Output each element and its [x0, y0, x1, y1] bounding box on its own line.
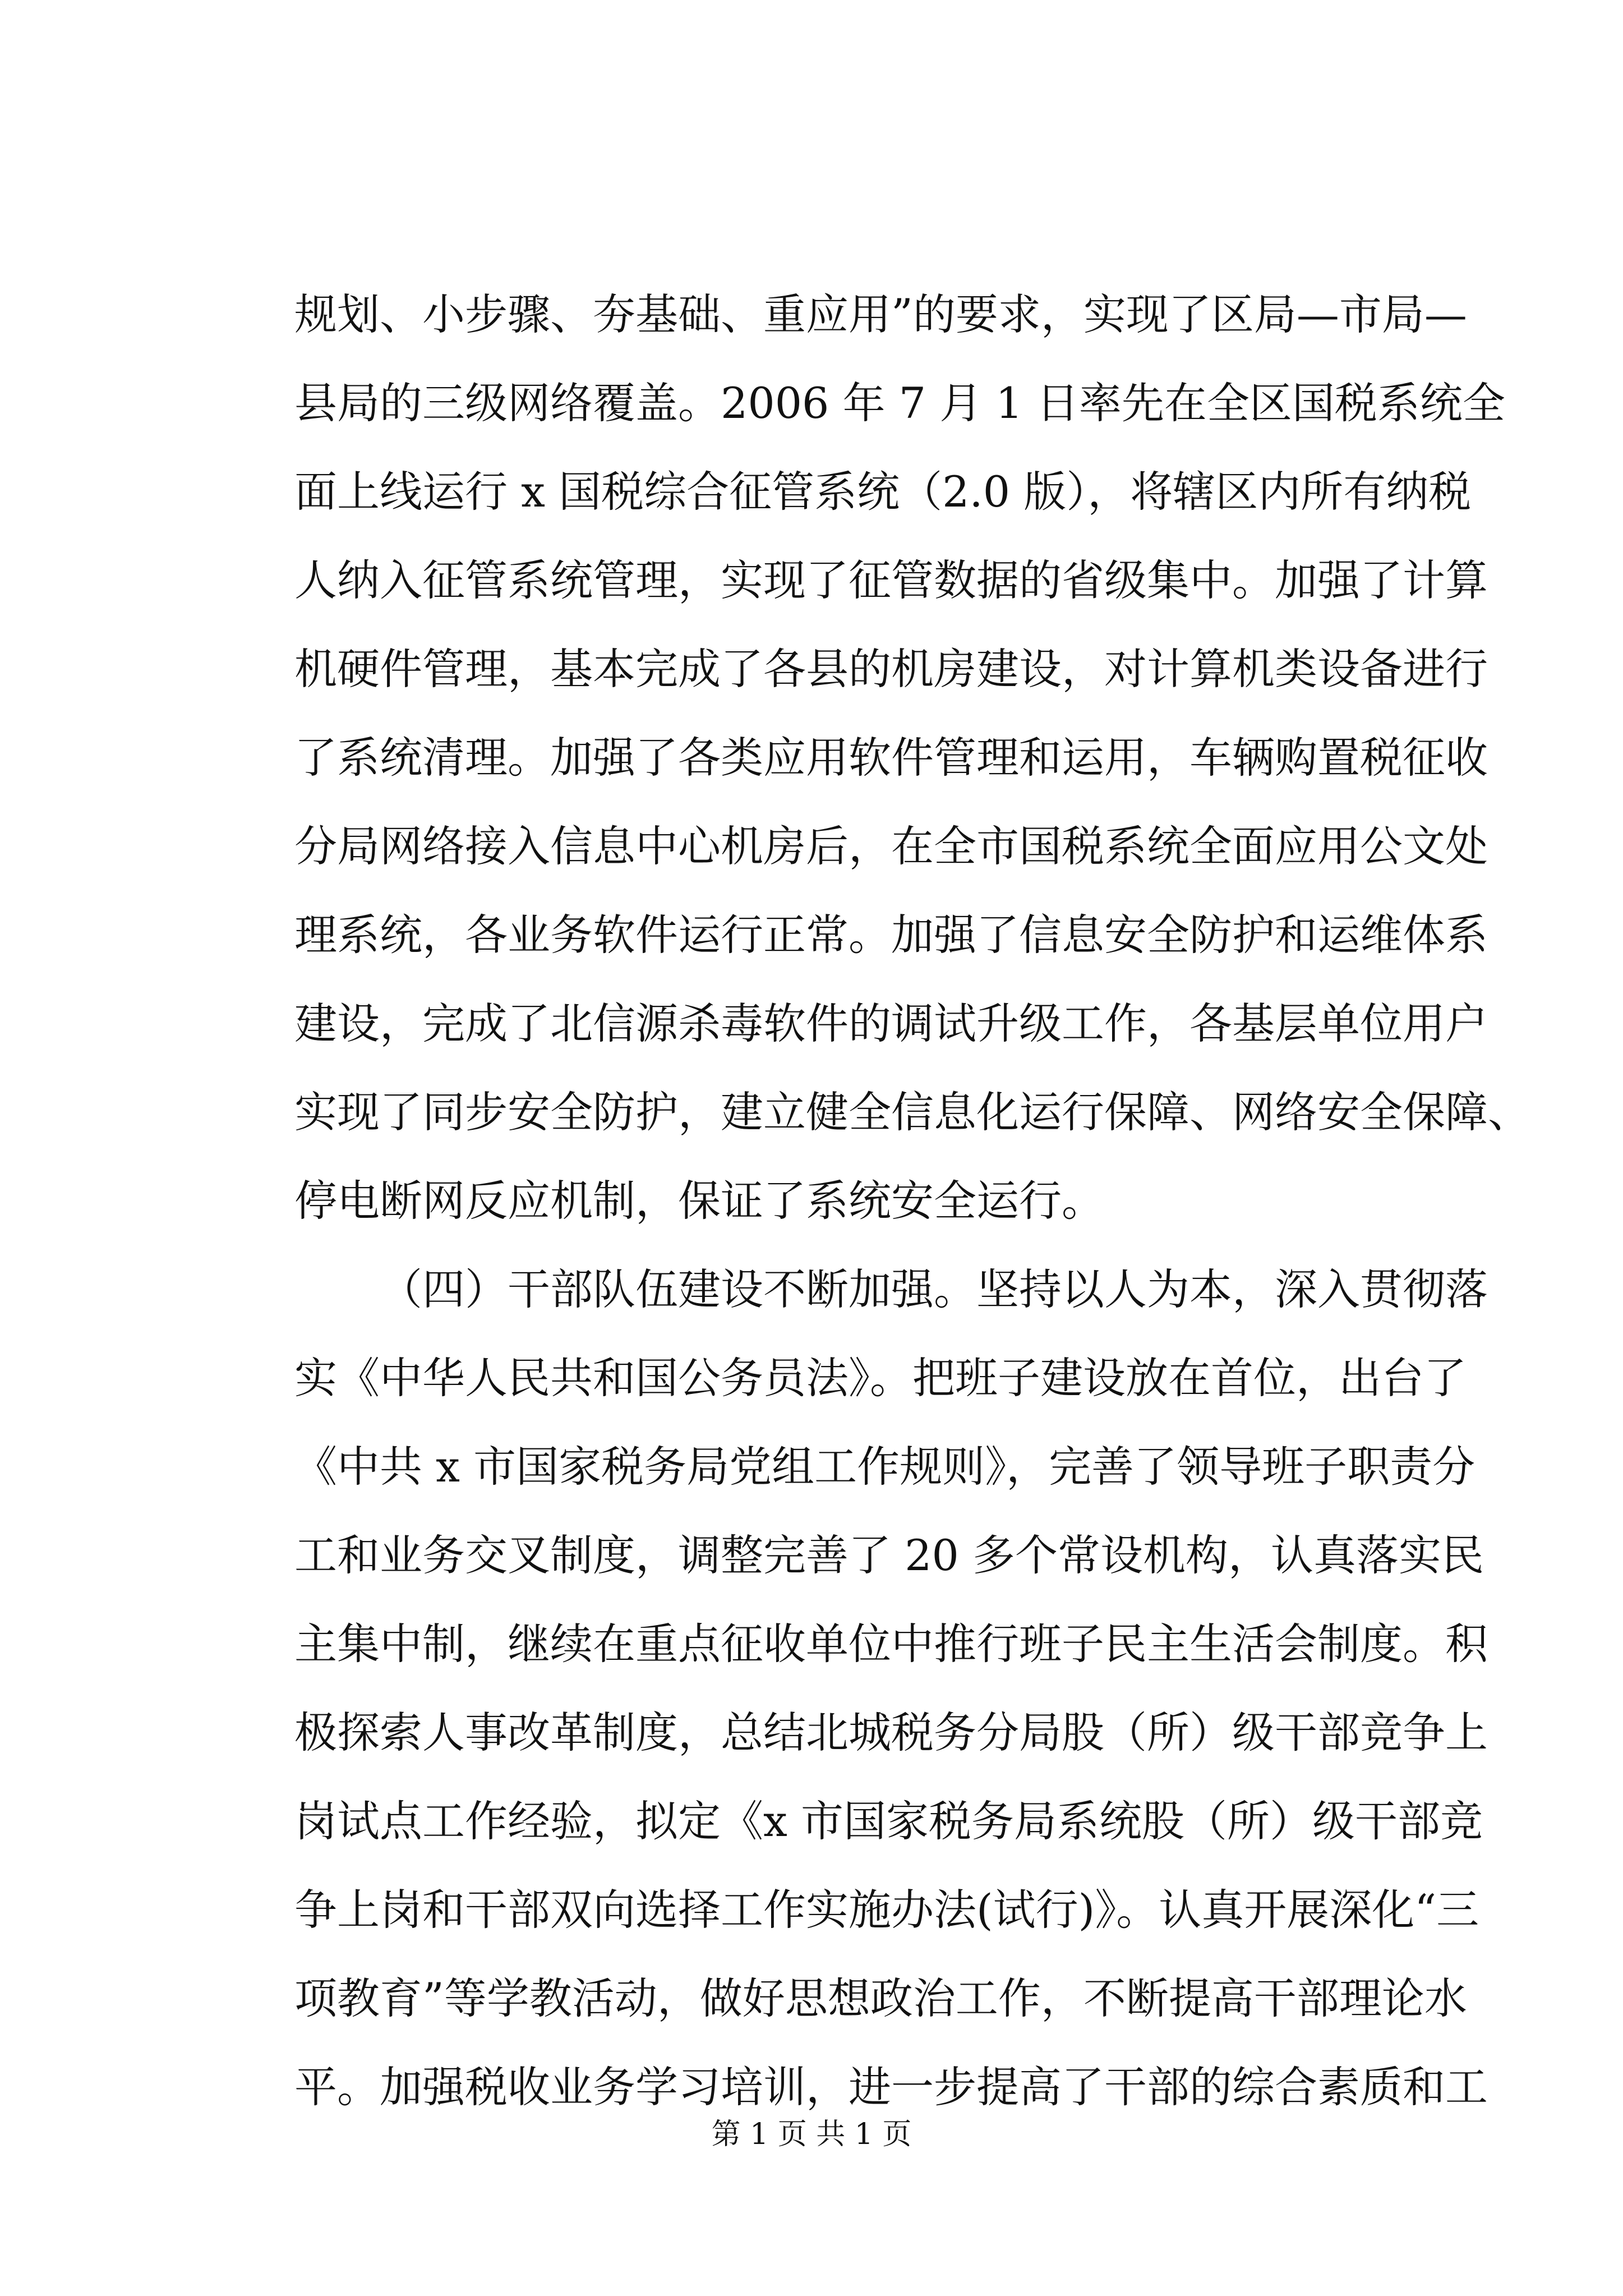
- paragraph-1: [294, 270, 1530, 1245]
- text-line: 项教育”等学教活动，做好思想政治工作，不断提高干部理论水: [294, 1973, 1467, 2023]
- text-line: 平。加强税收业务学习培训，进一步提高了干部的综合素质和工: [294, 2062, 1488, 2112]
- paragraph-2: [294, 1245, 1488, 2132]
- text-line: 了系统清理。加强了各类应用软件管理和运用，车辆购置税征收: [294, 733, 1488, 783]
- text-line: 争上岗和干部双向选择工作实施办法(试行)》。认真开展深化“三: [294, 1885, 1479, 1935]
- text-line: 县局的三级网络覆盖。2006 年 7 月 1 日率先在全区国税系统全: [294, 378, 1505, 428]
- text-line: 机硬件管理，基本完成了各县的机房建设，对计算机类设备进行: [294, 644, 1488, 694]
- text-line: 岗试点工作经验，拟定《x 市国家税务局系统股（所）级干部竞: [294, 1796, 1483, 1846]
- text-line: 实现了同步安全防护，建立健全信息化运行保障、网络安全保障、: [294, 1087, 1530, 1137]
- text-line: 停电断网反应机制，保证了系统安全运行。: [294, 1176, 1104, 1226]
- text-line: 极探索人事改革制度，总结北城税务分局股（所）级干部竞争上: [294, 1708, 1488, 1757]
- text-line: 建设，完成了北信源杀毒软件的调试升级工作，各基层单位用户: [294, 999, 1488, 1048]
- text-line: 主集中制，继续在重点征收单位中推行班子民主生活会制度。积: [294, 1619, 1488, 1669]
- page-footer: [0, 2115, 1623, 2154]
- page-number-label: 第 1 页 共 1 页: [711, 2118, 912, 2151]
- text-line: 人纳入征管系统管理，实现了征管数据的省级集中。加强了计算: [294, 555, 1488, 605]
- text-line: 面上线运行 x 国税综合征管系统（2.0 版），将辖区内所有纳税: [294, 467, 1472, 517]
- text-line: 理系统，各业务软件运行正常。加强了信息安全防护和运维体系: [294, 910, 1488, 960]
- document-body: [294, 270, 1530, 2132]
- text-line: 实《中华人民共和国公务员法》。把班子建设放在首位，出台了: [294, 1353, 1467, 1403]
- text-line: （四）干部队伍建设不断加强。坚持以人为本，深入贯彻落: [380, 1264, 1488, 1314]
- text-line: 规划、小步骤、夯基础、重应用”的要求，实现了区局—市局—: [294, 289, 1467, 339]
- text-line: 分局网络接入信息中心机房后，在全市国税系统全面应用公文处: [294, 821, 1488, 871]
- text-line: 《中共 x 市国家税务局党组工作规则》，完善了领导班子职责分: [294, 1442, 1476, 1492]
- text-line: 工和业务交叉制度，调整完善了 20 多个常设机构，认真落实民: [294, 1530, 1484, 1580]
